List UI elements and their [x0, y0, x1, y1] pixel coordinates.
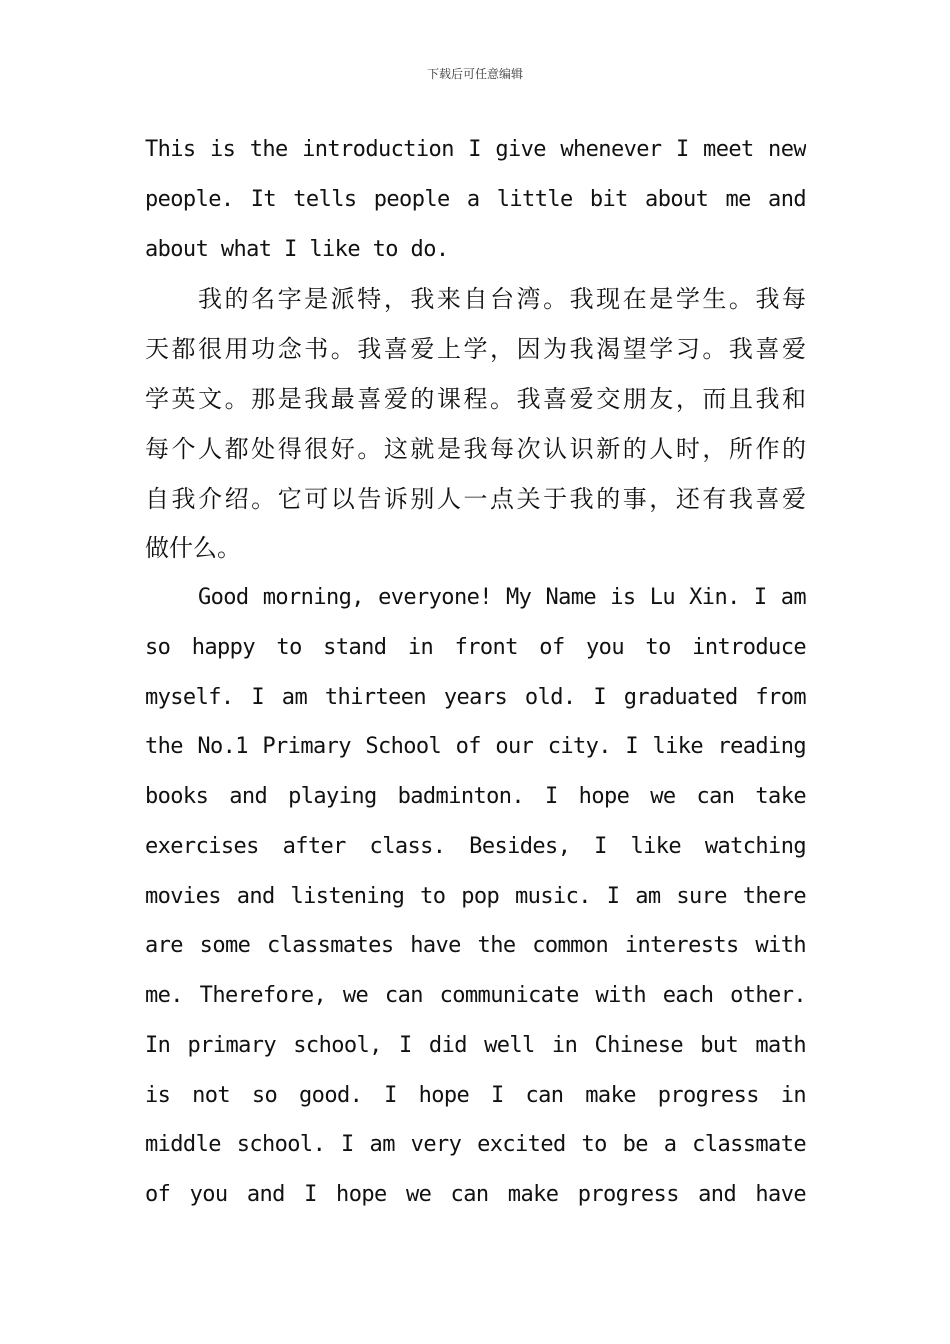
text-line: myself. I am thirteen years old. I graduated from [145, 685, 806, 710]
text-line: about what I like to do. [145, 237, 449, 262]
text-line: books and playing badminton. I hope we can take [145, 784, 806, 809]
text-line: the No.1 Primary School of our city. I like reading [145, 734, 806, 759]
text-line: exercises after class. Besides, I like watching [145, 834, 806, 859]
text-line: In primary school, I did well in Chinese but math [145, 1033, 806, 1058]
text-line: Good morning, everyone! My Name is Lu Xin. I am [198, 585, 806, 610]
text-line: middle school. I am very excited to be a classmate [145, 1132, 806, 1157]
text-line: 做什么。 [145, 534, 241, 562]
text-line: is not so good. I hope I can make progress in [145, 1083, 806, 1108]
text-line: so happy to stand in front of you to introduce [145, 635, 806, 660]
text-line: 学英文。那是我最喜爱的课程。我喜爱交朋友，而且我和 [145, 385, 806, 413]
text-line: 自我介绍。它可以告诉别人一点关于我的事，还有我喜爱 [145, 485, 806, 513]
text-line: This is the introduction I give whenever I meet new [145, 137, 806, 162]
text-line: of you and I hope we can make progress and have [145, 1182, 806, 1207]
text-line: me. Therefore, we can communicate with each other. [145, 983, 806, 1008]
text-line: 我的名字是派特，我来自台湾。我现在是学生。我每 [198, 285, 806, 313]
text-line: 每个人都处得很好。这就是我每次认识新的人时，所作的 [145, 435, 806, 463]
text-line: movies and listening to pop music. I am sure there [145, 884, 806, 909]
text-line: 天都很用功念书。我喜爱上学，因为我渴望学习。我喜爱 [145, 335, 806, 363]
text-line: people. It tells people a little bit about me and [145, 187, 806, 212]
text-line: are some classmates have the common interests with [145, 933, 806, 958]
page-header: 下载后可任意编辑 [426, 67, 523, 81]
